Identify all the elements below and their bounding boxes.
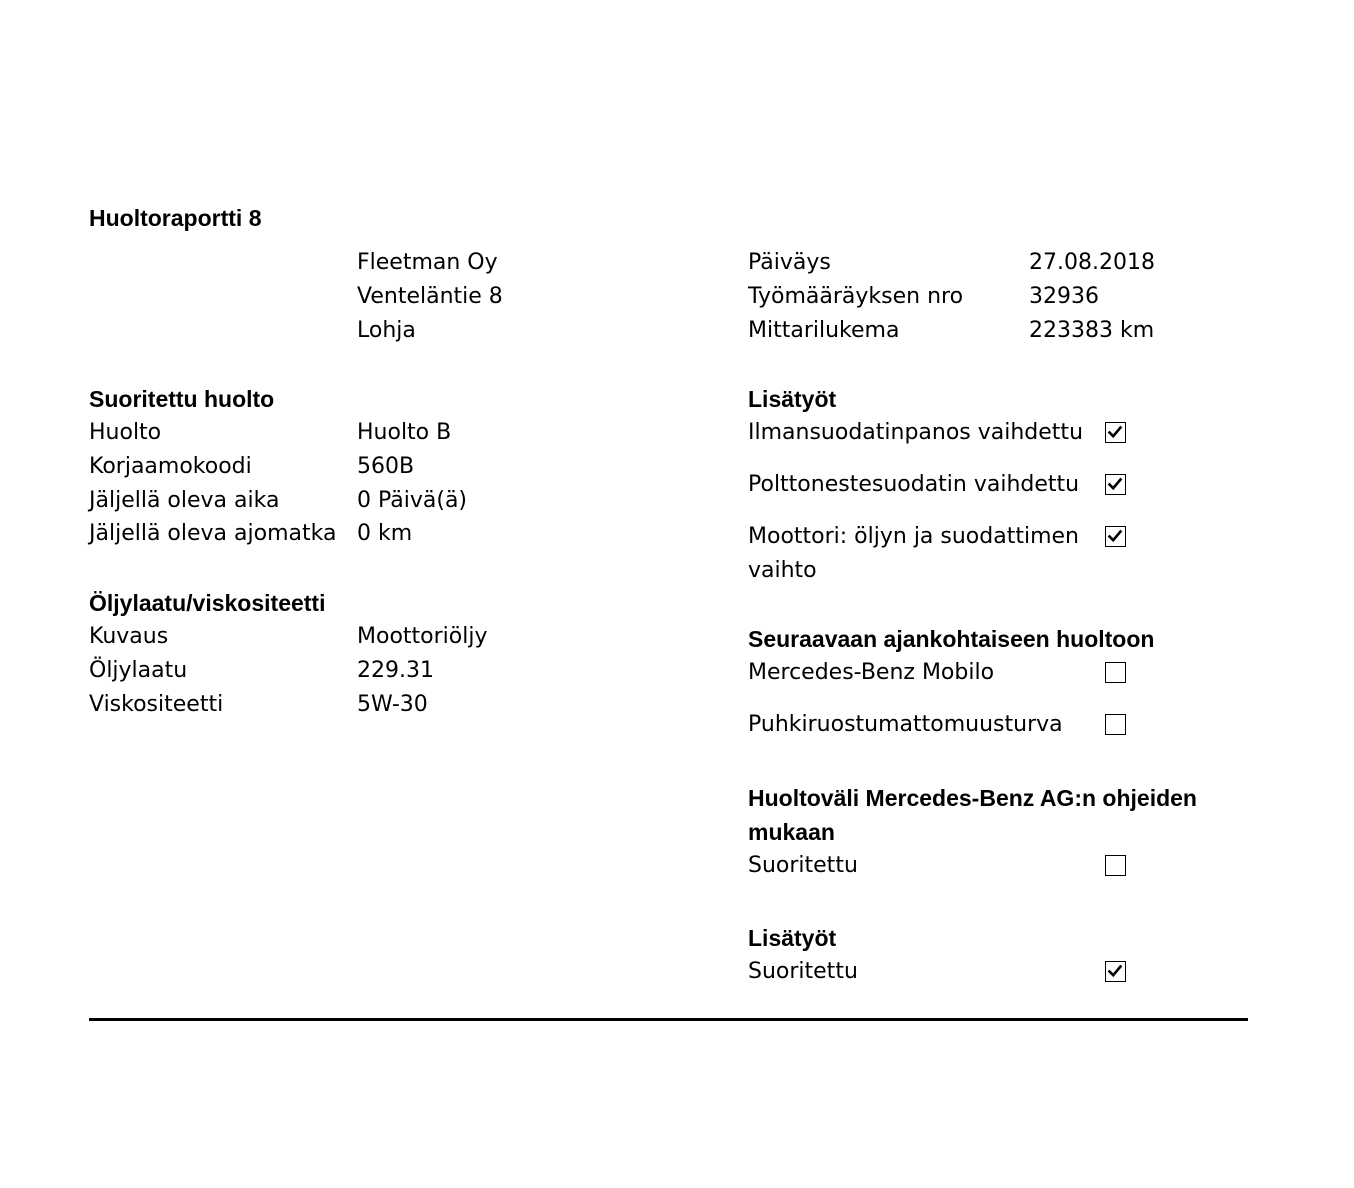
viscosity-label: Viskositeetti	[89, 692, 224, 717]
street-address: Venteläntie 8	[357, 284, 503, 309]
rust-warranty-label: Puhkiruostumattomuusturva	[748, 712, 1063, 737]
oil-change-label-line2: vaihto	[748, 558, 817, 583]
rust-warranty-checkbox[interactable]	[1105, 714, 1126, 735]
extra-work2-heading: Lisätyöt	[748, 925, 837, 951]
workshop-code-value: 560B	[357, 454, 415, 479]
date-label: Päiväys	[748, 250, 831, 275]
air-filter-checkbox[interactable]	[1105, 422, 1126, 443]
extra-work2-performed-label: Suoritettu	[748, 959, 858, 984]
oil-grade-label: Öljylaatu	[89, 658, 188, 683]
oil-change-label-line1: Moottori: öljyn ja suodattimen	[748, 524, 1079, 549]
date-value: 27.08.2018	[1029, 250, 1155, 275]
extra-work-heading: Lisätyöt	[748, 386, 837, 412]
checkmark-icon	[1107, 963, 1123, 979]
bottom-divider	[89, 1018, 1248, 1021]
mobilo-checkbox[interactable]	[1105, 662, 1126, 683]
interval-heading-line1: Huoltoväli Mercedes-Benz AG:n ohjeiden	[748, 785, 1197, 811]
oil-description-value: Moottoriöljy	[357, 624, 488, 649]
remaining-distance-label: Jäljellä oleva ajomatka	[89, 521, 337, 546]
remaining-time-label: Jäljellä oleva aika	[89, 488, 280, 513]
workshop-code-label: Korjaamokoodi	[89, 454, 252, 479]
oil-heading: Öljylaatu/viskositeetti	[89, 590, 326, 616]
odometer-label: Mittarilukema	[748, 318, 900, 343]
interval-performed-label: Suoritettu	[748, 853, 858, 878]
interval-performed-checkbox[interactable]	[1105, 855, 1126, 876]
viscosity-value: 5W-30	[357, 692, 428, 717]
oil-description-label: Kuvaus	[89, 624, 169, 649]
checkmark-icon	[1107, 424, 1123, 440]
fuel-filter-checkbox[interactable]	[1105, 474, 1126, 495]
odometer-value: 223383 km	[1029, 318, 1155, 343]
service-type-value: Huolto B	[357, 420, 452, 445]
remaining-time-value: 0 Päivä(ä)	[357, 488, 468, 513]
service-heading: Suoritettu huolto	[89, 386, 275, 412]
next-service-heading: Seuraavaan ajankohtaiseen huoltoon	[748, 626, 1155, 652]
interval-heading-line2: mukaan	[748, 819, 835, 845]
oil-change-checkbox[interactable]	[1105, 526, 1126, 547]
oil-grade-value: 229.31	[357, 658, 434, 683]
checkmark-icon	[1107, 528, 1123, 544]
work-order-label: Työmääräyksen nro	[748, 284, 964, 309]
city: Lohja	[357, 318, 416, 343]
air-filter-label: Ilmansuodatinpanos vaihdettu	[748, 420, 1084, 445]
fuel-filter-label: Polttonestesuodatin vaihdettu	[748, 472, 1080, 497]
extra-work2-performed-checkbox[interactable]	[1105, 961, 1126, 982]
checkmark-icon	[1107, 476, 1123, 492]
remaining-distance-value: 0 km	[357, 521, 413, 546]
work-order-value: 32936	[1029, 284, 1099, 309]
report-title: Huoltoraportti 8	[89, 205, 262, 231]
service-type-label: Huolto	[89, 420, 162, 445]
company-name: Fleetman Oy	[357, 250, 498, 275]
mobilo-label: Mercedes-Benz Mobilo	[748, 660, 995, 685]
